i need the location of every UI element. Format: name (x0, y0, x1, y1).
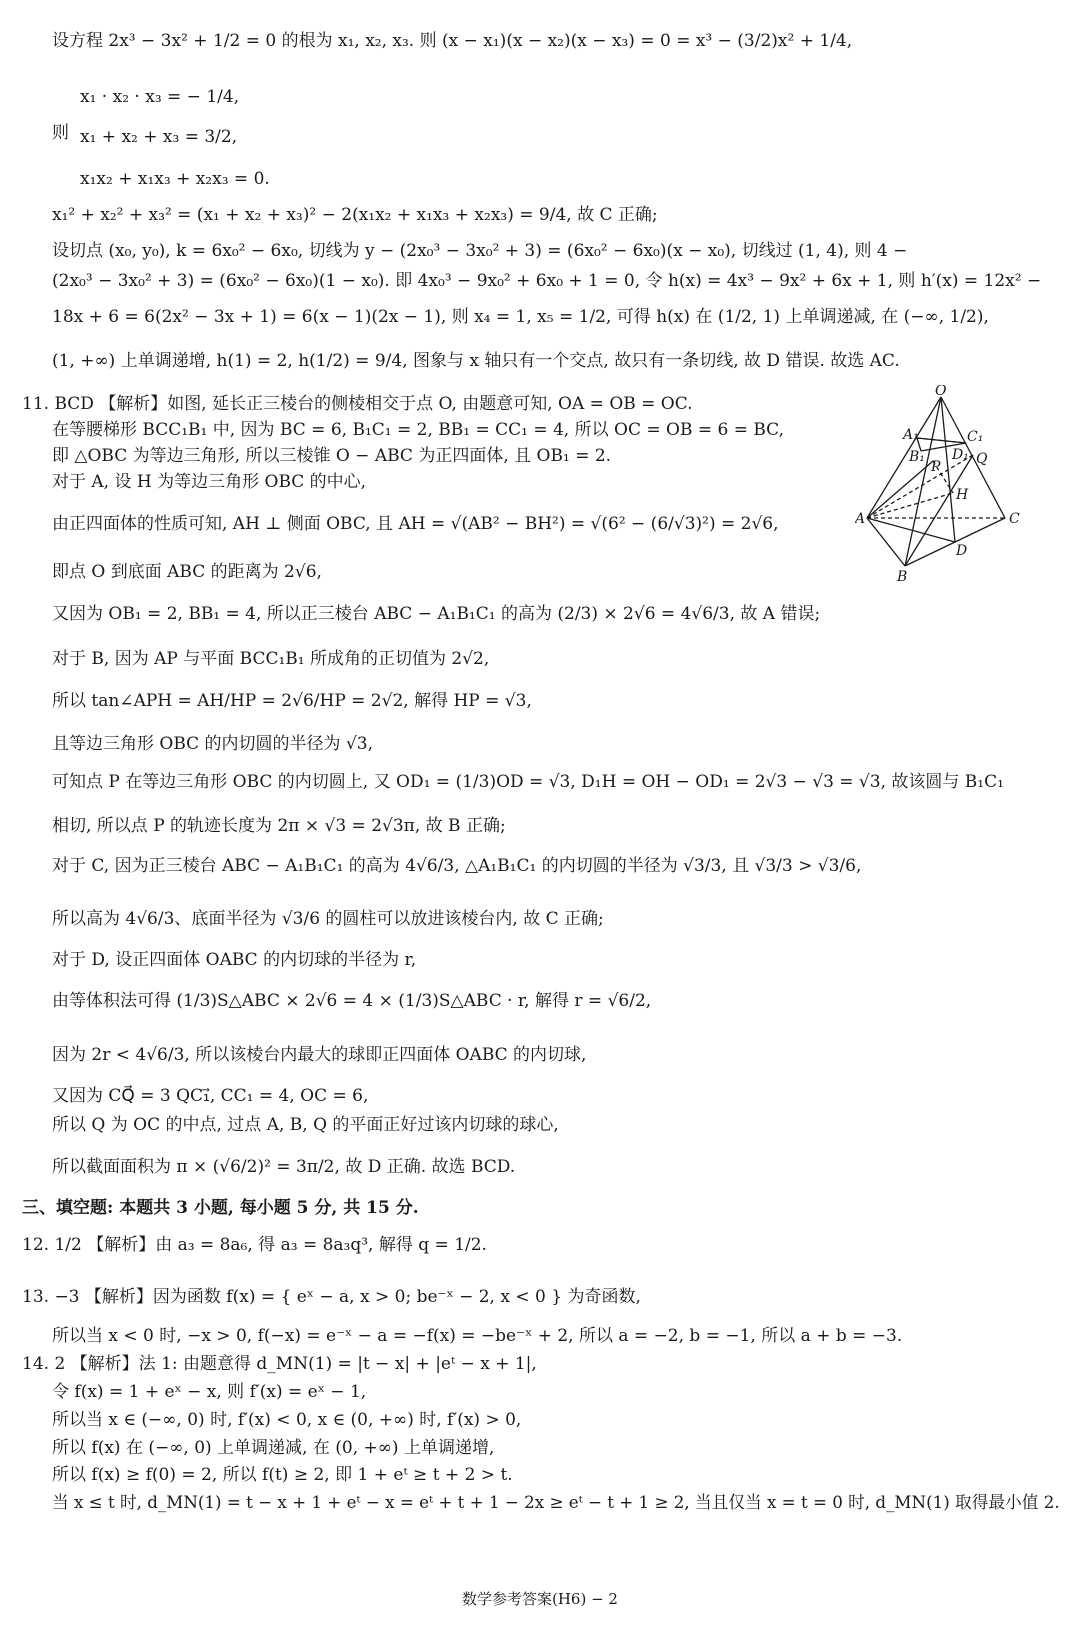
text-line: 可知点 P 在等边三角形 OBC 的内切圆上, 又 OD₁ = (1/3)OD = √3, D₁H = OH − OD₁ = 2√3 − √3 = √3, 故该圆与 B₁C₁ (52, 772, 1004, 792)
text-line: 对于 D, 设正四面体 OABC 的内切球的半径为 r, (52, 950, 417, 970)
text-line: (2x₀³ − 3x₀² + 3) = (6x₀² − 6x₀)(1 − x₀). 即 4x₀³ − 9x₀² + 6x₀ + 1 = 0, 令 h(x) = 4x³ − 9x² + 6x + 1, 则 h′(x) = 12x² − (52, 271, 1042, 291)
text-line: x₁x₂ + x₁x₃ + x₂x₃ = 0. (80, 169, 270, 189)
text-line: 11. BCD 【解析】如图, 延长正三棱台的侧棱相交于点 O, 由题意可知, OA = OB = OC. (22, 394, 693, 414)
text-line: 设方程 2x³ − 3x² + 1/2 = 0 的根为 x₁, x₂, x₃. 则 (x − x₁)(x − x₂)(x − x₃) = 0 = x³ − (3/2)x² + 1/4, (52, 31, 853, 51)
text-line: 对于 B, 因为 AP 与平面 BCC₁B₁ 所成角的正切值为 2√2, (52, 649, 490, 669)
label-C1: C₁ (967, 429, 984, 445)
edge-OB (905, 397, 941, 566)
label-A: A (855, 511, 866, 527)
text-line: 所以当 x < 0 时, −x > 0, f(−x) = e⁻ˣ − a = −f(x) = −be⁻ˣ + 2, 所以 a = −2, b = −1, 所以 a + b = −3. (52, 1326, 903, 1346)
text-line: 在等腰梯形 BCC₁B₁ 中, 因为 BC = 6, B₁C₁ = 2, BB₁ = CC₁ = 4, 所以 OC = OB = 6 = BC, (52, 420, 784, 440)
label-B1: B₁ (909, 449, 925, 465)
edge-AP (867, 461, 933, 518)
text-line: 所以 f(x) ≥ f(0) = 2, 所以 f(t) ≥ 2, 即 1 + eᵗ ≥ t + 2 > t. (52, 1465, 513, 1485)
text-line: 对于 A, 设 H 为等边三角形 OBC 的中心, (52, 472, 367, 492)
page-footer: 数学参考答案(H6) − 2 (462, 1590, 618, 1608)
text-line: 所以当 x ∈ (−∞, 0) 时, f′(x) < 0, x ∈ (0, +∞) 时, f′(x) > 0, (52, 1410, 522, 1430)
label-B: B (897, 569, 908, 585)
text-line: 12. 1/2 【解析】由 a₃ = 8a₆, 得 a₃ = 8a₃q³, 解得 q = 1/2. (22, 1235, 487, 1255)
text-line: 又因为 CQ⃗ = 3 QC₁⃗, CC₁ = 4, OC = 6, (52, 1086, 369, 1106)
text-line: 相切, 所以点 P 的轨迹长度为 2π × √3 = 2√3π, 故 B 正确; (52, 816, 506, 836)
label-D: D (956, 543, 968, 559)
text-line: 由等体积法可得 (1/3)S△ABC × 2√6 = 4 × (1/3)S△ABC · r, 解得 r = √6/2, (52, 991, 652, 1011)
label-D1: D₁ (952, 447, 969, 463)
text-line: 且等边三角形 OBC 的内切圆的半径为 √3, (52, 734, 374, 754)
label-O: O (935, 385, 947, 399)
text-line: x₁ · x₂ · x₃ = − 1/4, (80, 87, 240, 107)
label-A1: A₁ (903, 427, 919, 443)
text-line: x₁ + x₂ + x₃ = 3/2, (80, 127, 238, 147)
text-line: 由正四面体的性质可知, AH ⊥ 侧面 OBC, 且 AH = √(AB² − BH²) = √(6² − (6/√3)²) = 2√6, (52, 514, 779, 534)
text-line: (1, +∞) 上单调递增, h(1) = 2, h(1/2) = 9/4, 图象与 x 轴只有一个交点, 故只有一条切线, 故 D 错误. 故选 AC. (52, 351, 900, 371)
text-line: 所以 Q 为 OC 的中点, 过点 A, B, Q 的平面正好过该内切球的球心, (52, 1115, 559, 1135)
text-line: 13. −3 【解析】因为函数 f(x) = { eˣ − a, x > 0; be⁻ˣ − 2, x < 0 } 为奇函数, (22, 1287, 641, 1307)
label-C: C (1009, 511, 1020, 527)
label-H: H (956, 487, 969, 503)
section-heading: 三、填空题: 本题共 3 小题, 每小题 5 分, 共 15 分. (22, 1198, 419, 1218)
text-line: 令 f(x) = 1 + eˣ − x, 则 f′(x) = eˣ − 1, (52, 1382, 367, 1402)
label-P: P (931, 459, 941, 475)
text-line: 所以 tan∠APH = AH/HP = 2√6/HP = 2√2, 解得 HP = √3, (52, 691, 532, 711)
label-Q: Q (976, 451, 988, 467)
text-line: 当 x ≤ t 时, d_MN(1) = t − x + 1 + eᵗ − x = eᵗ + t + 1 − 2x ≥ eᵗ − t + 1 ≥ 2, 当且仅当 x = t = 0 时, d_MN(1) 取得最小值 2. (52, 1493, 1060, 1513)
text-line: x₁² + x₂² + x₃² = (x₁ + x₂ + x₃)² − 2(x₁x₂ + x₁x₃ + x₂x₃) = 9/4, 故 C 正确; (52, 205, 658, 225)
text-line: 则 (52, 123, 69, 143)
text-line: 所以 f(x) 在 (−∞, 0) 上单调递减, 在 (0, +∞) 上单调递增, (52, 1438, 495, 1458)
text-line: 18x + 6 = 6(2x² − 3x + 1) = 6(x − 1)(2x − 1), 则 x₄ = 1, x₅ = 1/2, 可得 h(x) 在 (1/2, 1) 上单调递减, 在 (−∞, 1/2), (52, 307, 989, 327)
text-line: 所以高为 4√6/3、底面半径为 √3/6 的圆柱可以放进该棱台内, 故 C 正确; (52, 909, 604, 929)
text-line: 设切点 (x₀, y₀), k = 6x₀² − 6x₀, 切线为 y − (2x₀³ − 3x₀² + 3) = (6x₀² − 6x₀)(x − x₀), 切线过 (1, 4), 则 4 − (52, 241, 908, 261)
text-line: 对于 C, 因为正三棱台 ABC − A₁B₁C₁ 的高为 4√6/3, △A₁B₁C₁ 的内切圆的半径为 √3/3, 且 √3/3 > √3/6, (52, 856, 862, 876)
text-line: 14. 2 【解析】法 1: 由题意得 d_MN(1) = |t − x| + |eᵗ − x + 1|, (22, 1354, 537, 1374)
edge-AB (867, 518, 905, 566)
text-line: 所以截面面积为 π × (√6/2)² = 3π/2, 故 D 正确. 故选 BCD. (52, 1157, 516, 1177)
text-line: 即点 O 到底面 ABC 的距离为 2√6, (52, 562, 322, 582)
pyramid-figure (855, 385, 1060, 600)
text-line: 又因为 OB₁ = 2, BB₁ = 4, 所以正三棱台 ABC − A₁B₁C₁ 的高为 (2/3) × 2√6 = 4√6/3, 故 A 错误; (52, 604, 821, 624)
text-line: 因为 2r < 4√6/3, 所以该棱台内最大的球即正四面体 OABC 的内切球, (52, 1045, 587, 1065)
text-line: 即 △OBC 为等边三角形, 所以三棱锥 O − ABC 为正四面体, 且 OB₁ = 2. (52, 446, 612, 466)
